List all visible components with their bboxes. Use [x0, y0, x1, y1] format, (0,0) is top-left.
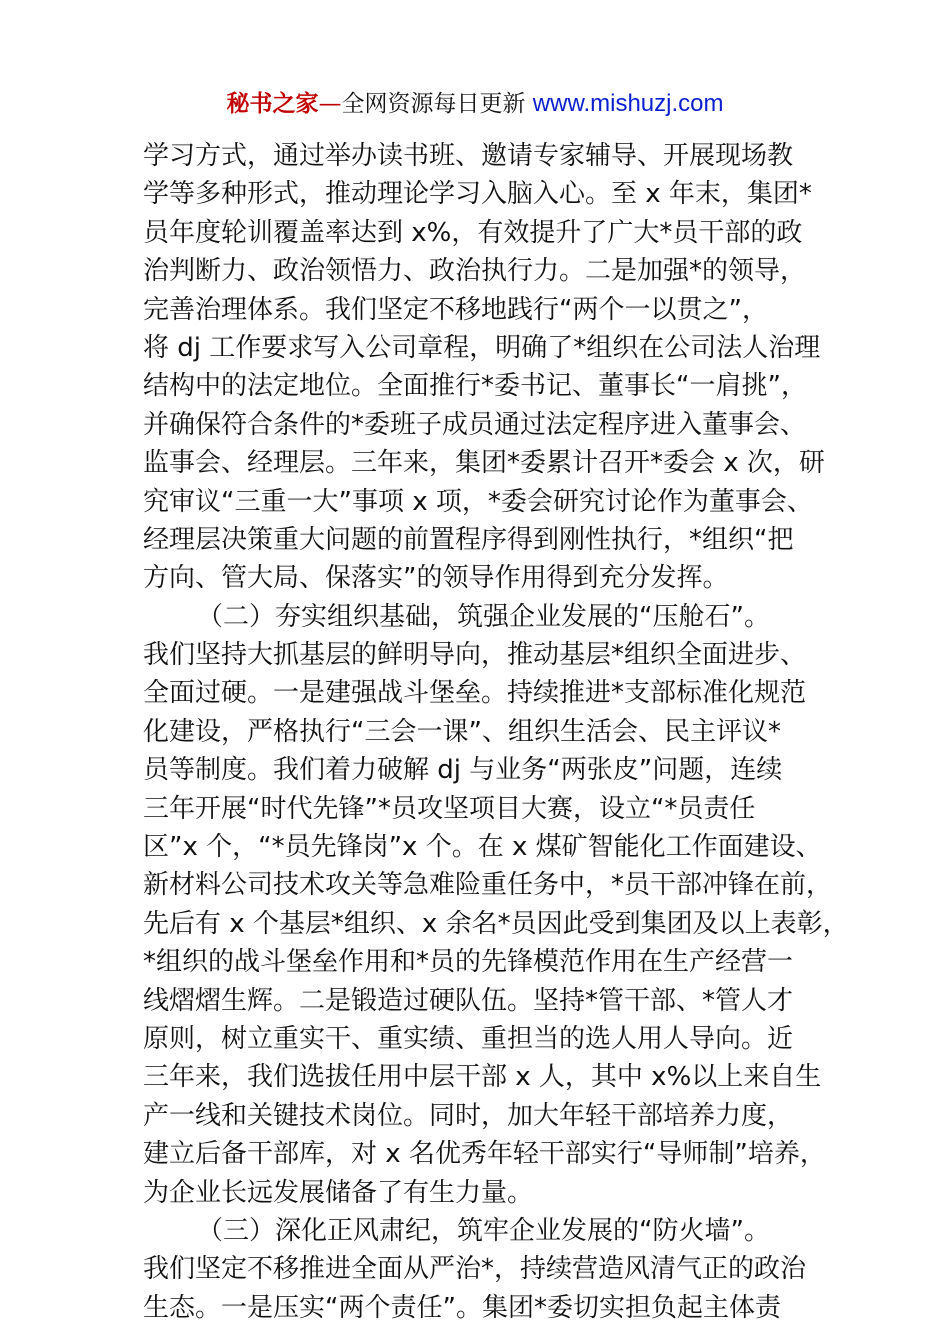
- text-line: 新材料公司技术攻关等急难险重任务中，*员干部冲锋在前，: [143, 870, 833, 901]
- text-line: 结构中的法定地位。全面推行*委书记、董事长“一肩挑”，: [143, 371, 807, 402]
- text-line: 三年开展“时代先锋”*员攻坚项目大赛，设立“*员责任: [143, 793, 756, 824]
- site-url-link[interactable]: www.mishuzj.com: [532, 90, 724, 117]
- text-line: 线熠熠生辉。二是锻造过硬队伍。坚持*管干部、*管人才: [143, 985, 794, 1016]
- text-line: 区”x 个，“*员先锋岗”x 个。在 x 煤矿智能化工作面建设、: [143, 832, 822, 863]
- text-line: 究审议“三重一大”事项 x 项，*委会研究讨论作为董事会、: [143, 486, 813, 517]
- text-line: 并确保符合条件的*委班子成员通过法定程序进入董事会、: [143, 409, 807, 440]
- text-line: 为企业长远发展储备了有生力量。: [143, 1177, 534, 1208]
- text-line: 建立后备干部库，对 x 名优秀年轻干部实行“导师制”培养，: [143, 1139, 826, 1170]
- document-body: [143, 137, 849, 1327]
- text-line: 我们坚定不移推进全面从严治*，持续营造风清气正的政治: [143, 1254, 807, 1285]
- page-header: [0, 88, 950, 120]
- text-line: 方向、管大局、保落实”的领导作用得到充分发挥。: [143, 563, 729, 594]
- text-line: 学等多种形式，推动理论学习入脑入心。至 x 年末，集团*: [143, 179, 812, 210]
- text-line: 全面过硬。一是建强战斗堡垒。持续推进*支部标准化规范: [143, 678, 807, 709]
- text-line: 将 dj 工作要求写入公司章程，明确了*组织在公司法人治理: [143, 332, 821, 363]
- text-line: 原则，树立重实干、重实绩、重担当的选人用人导向。近: [143, 1023, 794, 1054]
- section-heading: （二）夯实组织基础，筑强企业发展的“压舱石”。: [197, 601, 770, 632]
- text-line: 员等制度。我们着力破解 dj 与业务“两张皮”问题，连续: [143, 755, 783, 786]
- site-tagline: 全网资源每日更新: [341, 91, 533, 117]
- text-line: 化建设，严格执行“三会一课”、组织生活会、民主评议*: [143, 716, 781, 747]
- text-line: 员年度轮训覆盖率达到 x%，有效提升了广大*员干部的政: [143, 217, 803, 248]
- header-dash: —: [318, 91, 342, 117]
- text-line: 监事会、经理层。三年来，集团*委累计召开*委会 x 次，研: [143, 448, 825, 479]
- text-line: 生态。一是压实“两个责任”。集团*委切实担负起主体责: [143, 1292, 781, 1323]
- text-line: 治判断力、政治领悟力、政治执行力。二是加强*的领导，: [143, 256, 807, 287]
- text-line: 经理层决策重大问题的前置程序得到刚性执行，*组织“把: [143, 524, 794, 555]
- text-line: 先后有 x 个基层*组织、x 余名*员因此受到集团及以上表彰，: [143, 908, 849, 939]
- text-line: 完善治理体系。我们坚定不移地践行“两个一以贯之”，: [143, 294, 768, 325]
- text-line: *组织的战斗堡垒作用和*员的先锋模范作用在生产经营一: [143, 947, 794, 978]
- section-heading: （三）深化正风肃纪，筑牢企业发展的“防火墙”。: [197, 1215, 770, 1246]
- text-line: 学习方式，通过举办读书班、邀请专家辅导、开展现场教: [143, 141, 794, 171]
- text-line: 我们坚持大抓基层的鲜明导向，推动基层*组织全面进步、: [143, 640, 807, 671]
- site-brand: 秘书之家: [226, 91, 319, 117]
- text-line: 产一线和关键技术岗位。同时，加大年轻干部培养力度，: [143, 1100, 794, 1131]
- text-line: 三年来，我们选拔任用中层干部 x 人，其中 x%以上来自生: [143, 1062, 822, 1093]
